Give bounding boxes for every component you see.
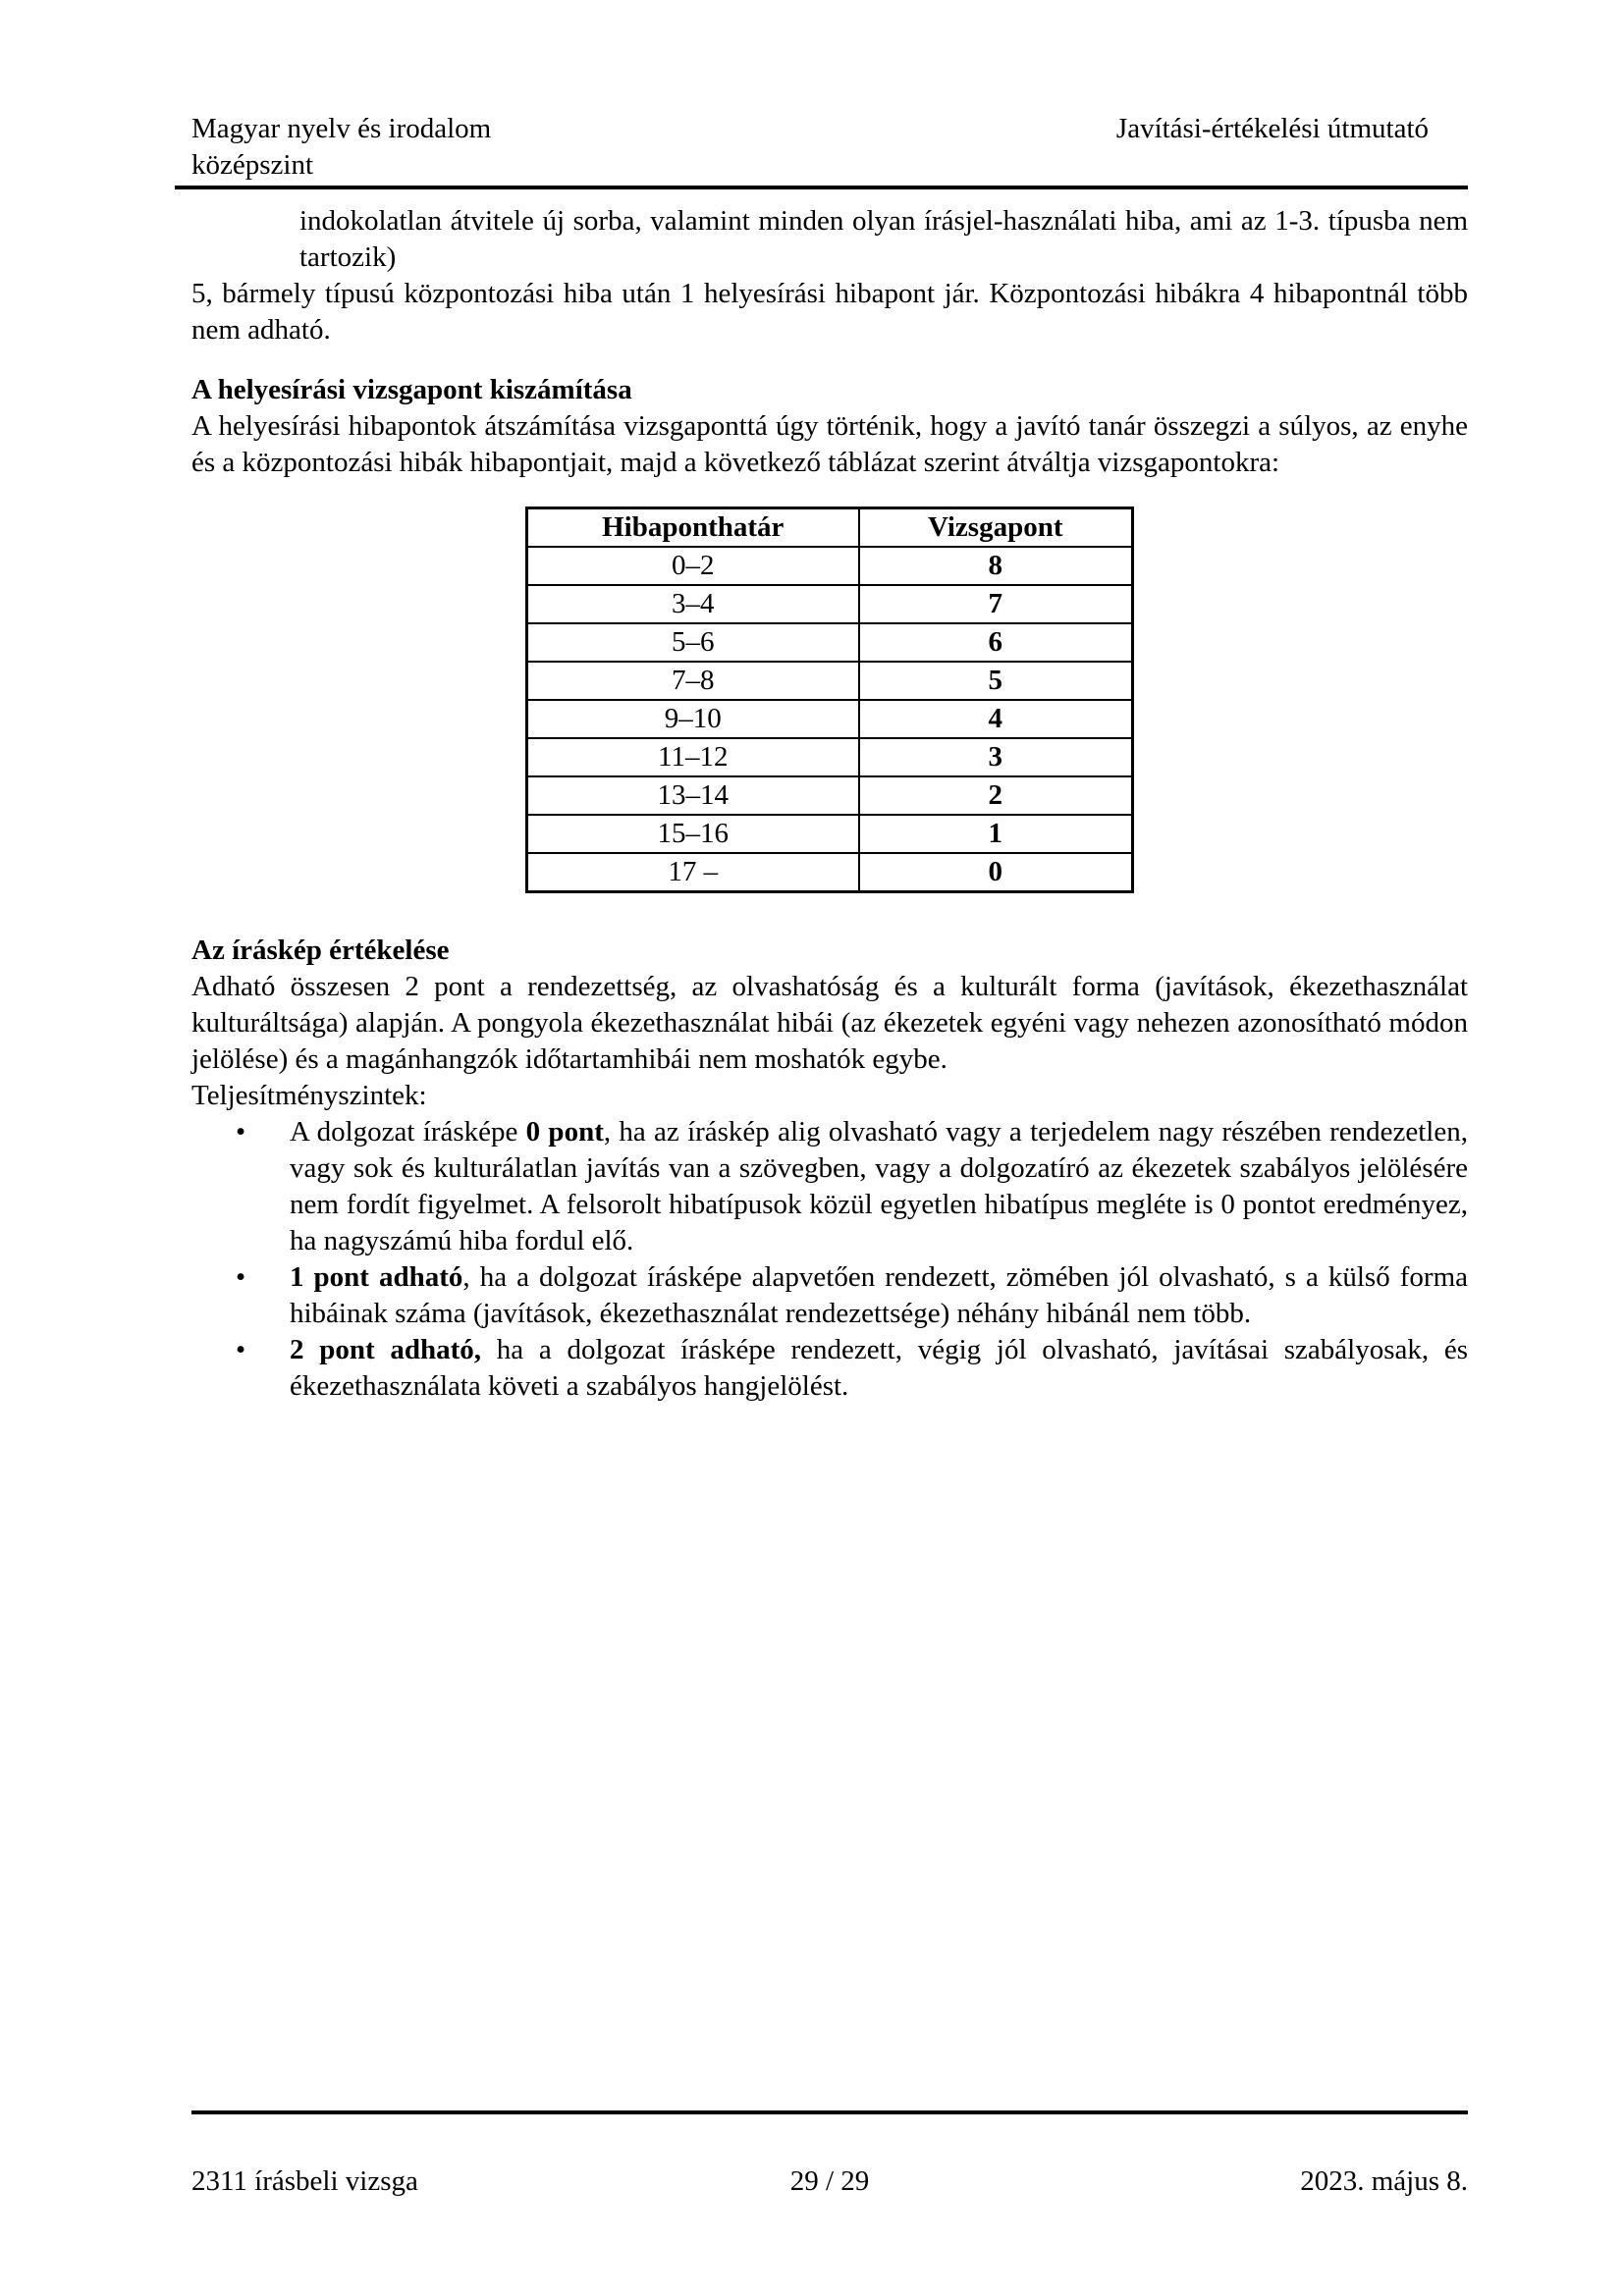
table-cell-points: 0: [859, 853, 1133, 892]
continuation-paragraph: indokolatlan átvitele új sorba, valamint minden olyan írásjel-használati hiba, ami az 1-3. típusba nem tartozik): [299, 205, 1468, 273]
table-cell-range: 11–12: [527, 738, 859, 776]
bullet-icon: •: [236, 1116, 246, 1148]
table-row: [527, 700, 1133, 738]
page-content: [191, 111, 1468, 1405]
table-row: [527, 738, 1133, 776]
score-table: [525, 507, 1134, 893]
table-row: [527, 585, 1133, 623]
table-cell-range: 0–2: [527, 547, 859, 585]
table-header-row: [527, 508, 1133, 548]
bullet-item: [191, 1332, 1468, 1405]
table-header-hibaponthatar: Hibaponthatár: [527, 508, 859, 548]
table-row: [527, 623, 1133, 662]
footer-date: 2023. május 8.: [1300, 2165, 1468, 2197]
bullet-item: [191, 1259, 1468, 1332]
table-cell-points: 7: [859, 585, 1133, 623]
table-cell-range: 9–10: [527, 700, 859, 738]
levels-label: Teljesítményszintek:: [191, 1080, 427, 1111]
table-cell-points: 6: [859, 623, 1133, 662]
table-cell-points: 2: [859, 776, 1133, 815]
bullet-icon: •: [236, 1261, 246, 1293]
table-row: [527, 662, 1133, 700]
header-rule: [175, 186, 1468, 189]
bullet-icon: •: [236, 1334, 246, 1365]
item5-paragraph: 5, bármely típusú központozási hiba után 1 helyesírási hibapont jár. Központozási hibákra 4 hibapontnál több nem adható.: [191, 278, 1468, 346]
table-row: [527, 815, 1133, 853]
header-left: [191, 111, 491, 184]
section-heading-handwriting: Az íráskép értékelése: [191, 934, 450, 966]
footer-page-number: 29 / 29: [789, 2165, 870, 2197]
bullet-text-post: ha a dolgozat írásképe rendezett, végig jól olvasható, javításai szabályosak, és ékezethasználata követi a szabályos hangjelölést.: [290, 1334, 1469, 1402]
table-cell-range: 17 –: [527, 853, 859, 892]
table-cell-range: 7–8: [527, 662, 859, 700]
table-header-vizsgapont: Vizsgapont: [859, 508, 1133, 548]
bullet-text-bold: 2 pont adható,: [290, 1334, 482, 1365]
bullet-text-pre: A dolgozat írásképe: [290, 1116, 526, 1148]
table-cell-range: 15–16: [527, 815, 859, 853]
table-row: [527, 853, 1133, 892]
bullet-item: [191, 1114, 1468, 1259]
page-header: [191, 111, 1468, 184]
section-heading-spelling: A helyesírási vizsgapont kiszámítása: [191, 374, 632, 405]
table-cell-points: 4: [859, 700, 1133, 738]
bullet-text-bold: 0 pont: [525, 1116, 604, 1148]
bullet-text-post: , ha az íráskép alig olvasható vagy a terjedelem nagy részében rendezetlen, vagy sok és kulturálatlan javítás van a szövegben, vagy a dolgozatíró az ékezetek szabályos jelölésére nem fordít figyelmet. A felsorolt hibatípusok közül egyetlen hibatípus megléte is 0 pontot eredményez, ha nagyszámú hiba fordul elő.: [290, 1116, 1468, 1256]
header-level: középszint: [191, 149, 314, 181]
header-guide-title: Javítási-értékelési útmutató: [1115, 113, 1429, 144]
handwriting-paragraph: Adható összesen 2 pont a rendezettség, az olvashatóság és a kulturált forma (javítások, ékezethasználat kulturáltsága) alapján. A pongyola ékezethasználat hibái (az ékezetek egyéni vagy nehezen azonosítható módon jelölése) és a magánhangzók időtartamhibái nem moshatók egybe.: [191, 971, 1468, 1075]
table-row: [527, 776, 1133, 815]
table-cell-range: 5–6: [527, 623, 859, 662]
page-footer: [191, 2110, 1468, 2200]
footer-row: [191, 2163, 1468, 2200]
table-row: [527, 547, 1133, 585]
table-cell-range: 13–14: [527, 776, 859, 815]
table-cell-points: 1: [859, 815, 1133, 853]
header-subject: Magyar nyelv és irodalom: [191, 113, 492, 144]
table-cell-range: 3–4: [527, 585, 859, 623]
table-cell-points: 8: [859, 547, 1133, 585]
spelling-paragraph: A helyesírási hibapontok átszámítása vizsgaponttá úgy történik, hogy a javító tanár összegzi a súlyos, az enyhe és a központozási hibák hibapontjait, majd a következő táblázat szerint átváltja vizsgapontokra:: [191, 410, 1468, 478]
footer-exam-code: 2311 írásbeli vizsga: [191, 2165, 418, 2197]
bullet-text-post: , ha a dolgozat írásképe alapvetően rendezett, zömében jól olvasható, s a külső forma hibáinak száma (javítások, ékezethasználat rendezettsége) néhány hibánál nem több.: [290, 1261, 1469, 1329]
table-cell-points: 5: [859, 662, 1133, 700]
footer-rule: [191, 2110, 1468, 2114]
levels-bullet-list: [191, 1114, 1468, 1405]
bullet-text-bold: 1 pont adható: [290, 1261, 463, 1293]
table-cell-points: 3: [859, 738, 1133, 776]
